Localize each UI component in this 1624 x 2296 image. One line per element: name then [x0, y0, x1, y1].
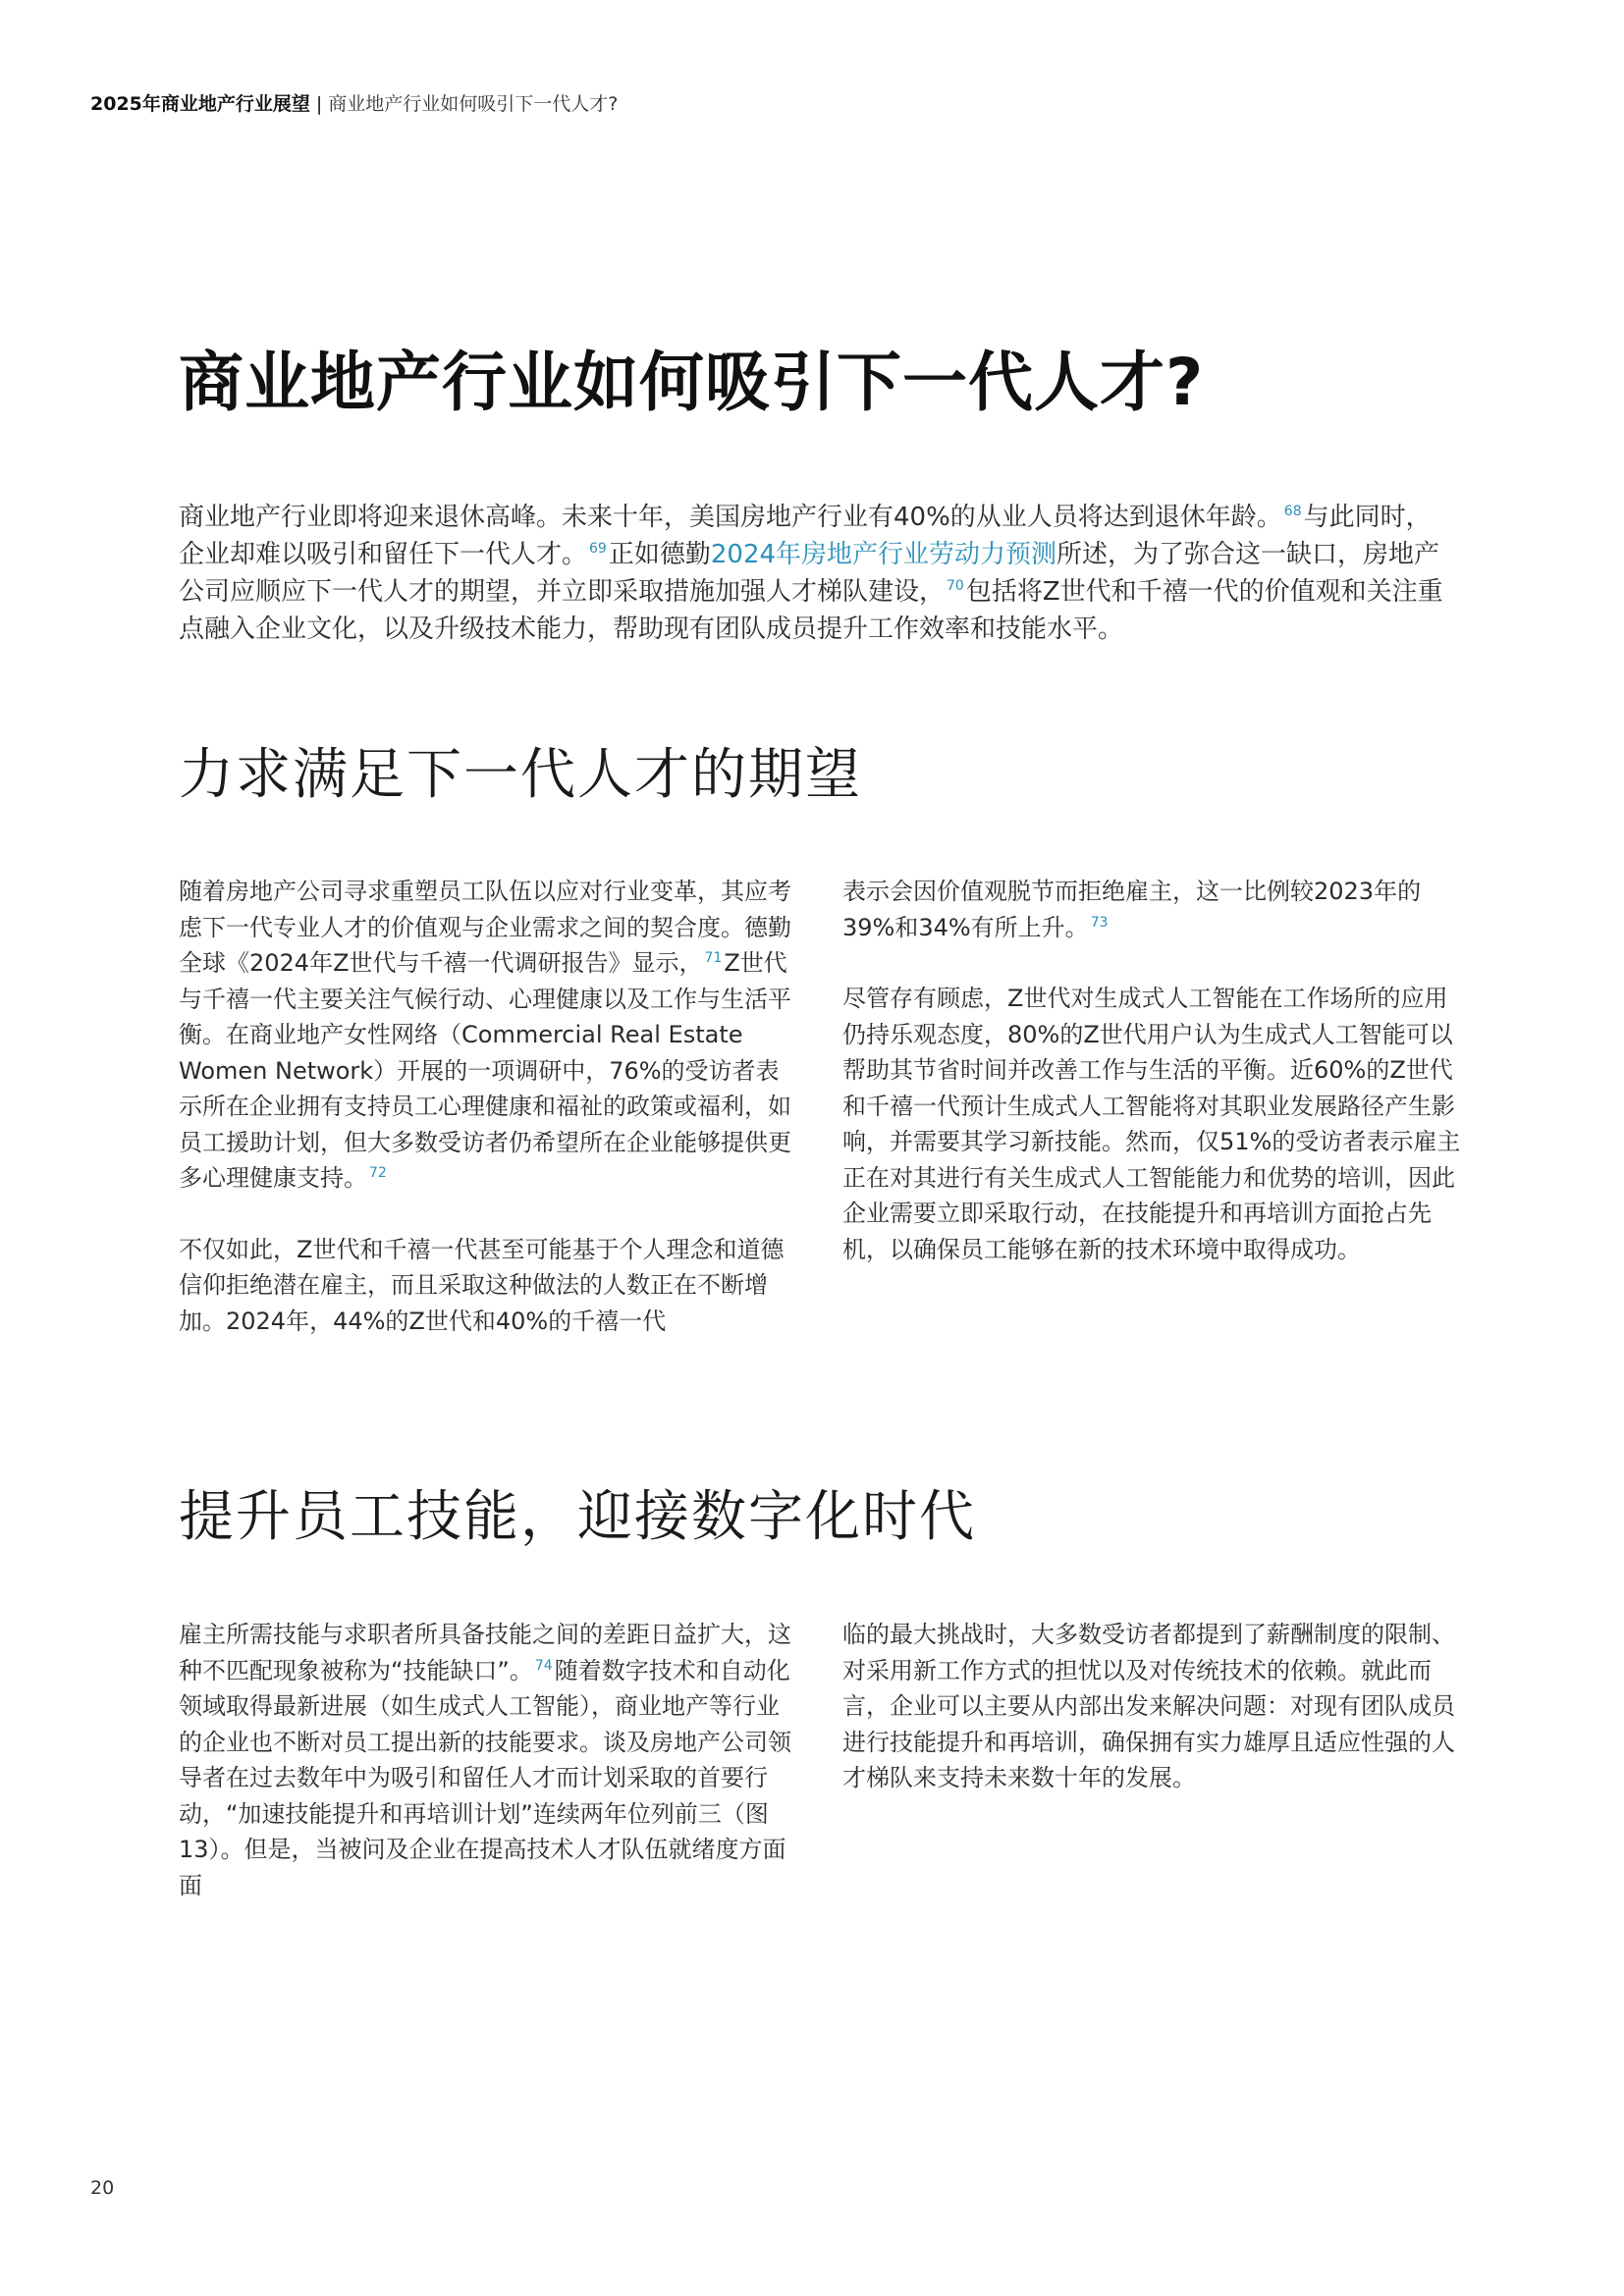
paragraph	[179, 874, 797, 1197]
paragraph	[179, 1617, 797, 1903]
intro-text: 正如德勤	[608, 540, 711, 569]
intro-paragraph	[179, 499, 1455, 648]
header-section: 商业地产行业如何吸引下一代人才?	[328, 93, 619, 115]
paragraph-text: 随着数字技术和自动化领域取得最新进展（如生成式人工智能），商业地产等行业的企业也不断对员工提出新的技能要求。谈及房地产公司领导者在过去数年中为吸引和留任人才而计划采取的首要行动，“加速技能提升和再培训计划”连续两年位列前三（图13）。但是，当被问及企业在提高技术人才队伍就绪度方面面	[179, 1656, 791, 1899]
footnote-ref[interactable]: 69	[589, 541, 607, 558]
paragraph	[842, 874, 1461, 945]
paragraph: 不仅如此，Z世代和千禧一代甚至可能基于个人理念和道德信仰拒绝潜在雇主，而且采取这种做法的人数正在不断增加。2024年，44%的Z世代和40%的千禧一代	[179, 1235, 785, 1335]
paragraph: 临的最大挑战时，大多数受访者都提到了薪酬制度的限制、对采用新工作方式的担忧以及对传统技术的依赖。就此而言，企业可以主要从内部出发来解决问题：对现有团队成员进行技能提升和再培训，确保拥有实力雄厚且适应性强的人才梯队来支持未来数十年的发展。	[842, 1621, 1455, 1791]
running-header	[90, 90, 618, 118]
footnote-ref[interactable]: 68	[1283, 504, 1302, 520]
page-title: 商业地产行业如何吸引下一代人才?	[179, 345, 1205, 420]
intro-text: 包括将Z世代和千禧一代的价值观和关注重点融入企业文化，以及升级技术能力，帮助现有团队成员提升工作效率和技能水平。	[179, 577, 1443, 644]
footnote-ref[interactable]: 74	[534, 1657, 553, 1674]
footnote-ref[interactable]: 70	[947, 578, 964, 595]
section1-left-column	[179, 874, 797, 1374]
paragraph-text: 表示会因价值观脱节而拒绝雇主，这一比例较2023年的39%和34%有所上升。	[842, 878, 1422, 941]
section-title-upskilling: 提升员工技能，迎接数字化时代	[179, 1485, 976, 1549]
paragraph-text: Z世代与千禧一代主要关注气候行动、心理健康以及工作与生活平衡。在商业地产女性网络（Commercial Real Estate Women Network）开展的一项调研中，76%的受访者表示所在企业拥有支持员工心理健康和福祉的政策或福利，如员工援助计划，但大多数受访者仍希望所在企业能够提供更多心理健康支持。	[179, 949, 791, 1192]
intro-text: 商业地产行业即将迎来退休高峰。未来十年，美国房地产行业有40%的从业人员将达到退休年龄。	[179, 503, 1282, 532]
report-link[interactable]: 2024年房地产行业劳动力预测	[710, 540, 1057, 569]
intro-text: 所述，为了弥合这一缺口，房地产公司应顺应下一代人才的期望，并立即采取措施加强人才梯队建设，	[179, 540, 1440, 607]
section1-right-column	[842, 874, 1461, 1303]
footnote-ref[interactable]: 71	[704, 950, 723, 966]
paragraph-text: 随着房地产公司寻求重塑员工队伍以应对行业变革，其应考虑下一代专业人才的价值观与企业需求之间的契合度。德勤全球《2024年Z世代与千禧一代调研报告》显示，	[179, 878, 791, 977]
footnote-ref[interactable]: 73	[1090, 914, 1109, 931]
section2-left-column	[179, 1617, 797, 1939]
page-number: 20	[90, 2177, 115, 2199]
footnote-ref[interactable]: 72	[369, 1165, 387, 1181]
report-title: 2025年商业地产行业展望	[90, 93, 310, 115]
paragraph-text: 雇主所需技能与求职者所具备技能之间的差距日益扩大，这种不匹配现象被称为“技能缺口”。	[179, 1621, 791, 1684]
section2-right-column	[842, 1617, 1461, 1832]
paragraph: 尽管存有顾虑，Z世代对生成式人工智能在工作场所的应用仍持乐观态度，80%的Z世代用户认为生成式人工智能可以帮助其节省时间并改善工作与生活的平衡。近60%的Z世代和千禧一代预计生成式人工智能将对其职业发展路径产生影响，并需要其学习新技能。然而，仅51%的受访者表示雇主正在对其进行有关生成式人工智能能力和优势的培训，因此企业需要立即采取行动，在技能提升和再培训方面抢占先机，以确保员工能够在新的技术环境中取得成功。	[842, 985, 1461, 1263]
section-title-expectations: 力求满足下一代人才的期望	[179, 743, 862, 807]
header-separator: |	[315, 93, 323, 115]
intro-text: 与此同时，企业却难以吸引和留任下一代人才。	[179, 503, 1432, 569]
